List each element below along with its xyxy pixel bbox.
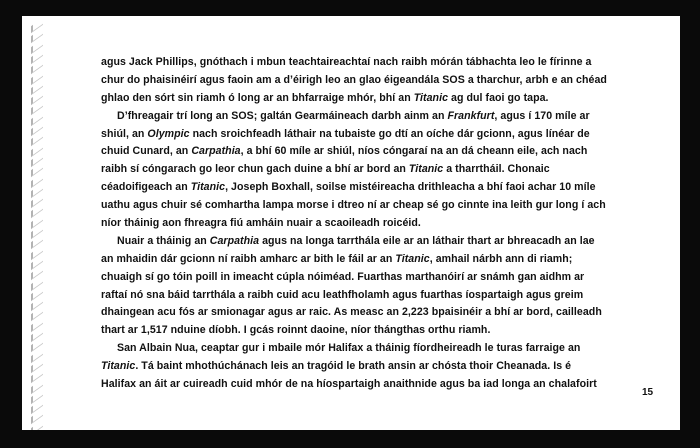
text-run: , agus í 170 míle ar	[494, 109, 590, 122]
text-line	[101, 233, 625, 251]
text-line	[101, 161, 625, 179]
text-line	[101, 197, 625, 215]
text-line	[101, 179, 625, 197]
page-number: 15	[642, 387, 654, 398]
italic-text: Titanic	[408, 163, 444, 176]
text-run: D’fhreagair trí long an SOS; galtán Gearmáineach darbh ainm an	[117, 109, 448, 122]
text-line	[101, 143, 625, 161]
body-text	[101, 54, 625, 394]
italic-text: Titanic	[101, 360, 136, 373]
text-run: chuaigh sí go tóin poill in imeacht cúpla nóiméad. Fuarthas marthanóirí ar snámh gan aidhm ar	[101, 270, 585, 283]
text-run: agus Jack Phillips, gnóthach i mbun teachtaireachtaí nach raibh mórán tábhachta leo le fírinne a	[101, 56, 592, 68]
book-page	[22, 16, 680, 430]
italic-text: Olympic	[147, 127, 190, 140]
text-run: raibh sí cóngarach go leor chun gach duine a bhí ar bord an	[101, 163, 409, 176]
text-line	[101, 72, 625, 90]
text-line	[101, 108, 625, 126]
binding-holes	[22, 16, 52, 430]
text-run: ghlao den sórt sin riamh ó long ar an bhfarraige mhór, bhí an	[101, 91, 414, 104]
text-line	[101, 322, 625, 340]
italic-text: Carpathia	[209, 234, 260, 247]
text-run: shiúl, an	[101, 127, 148, 140]
italic-text: Titanic	[395, 252, 430, 265]
italic-text: Frankfurt	[447, 109, 495, 122]
text-run: chuid Cunard, an	[101, 145, 192, 158]
text-line	[101, 251, 625, 269]
text-run: , amhail nárbh ann di riamh;	[429, 252, 573, 265]
text-line	[101, 269, 625, 287]
text-run: an mhaidin dár gcionn ní raibh amharc ar bith le fáil ar an	[101, 252, 396, 265]
text-line	[101, 358, 625, 376]
text-run: dhaingean acu fós ar smionagar agus ar raic. As measc an 2,223 bpaisinéir a bhí ar bord, cailleadh	[101, 306, 602, 319]
text-run: agus na longa tarrthála eile ar an láthair thart ar bhreacadh an lae	[259, 234, 595, 247]
text-run: ag dul faoi go tapa.	[448, 91, 549, 104]
text-run: céadoifigeach an	[101, 181, 191, 194]
text-run: , Joseph Boxhall, soilse mistéireacha drithleacha a bhí faoi achar 10 míle	[225, 181, 596, 194]
text-run: nach sroichfeadh láthair na tubaiste go dtí an oíche dár gcionn, agus línéar de	[189, 127, 590, 140]
italic-text: Carpathia	[191, 145, 241, 158]
text-run: Halifax an áit ar cuireadh cuid mhór de na híospartaigh anaithnide agus ba iad longa an chalafoirt	[101, 378, 597, 391]
text-line	[101, 54, 625, 72]
text-run: Nuair a tháinig an	[117, 234, 210, 247]
text-line	[101, 90, 625, 108]
text-run: thart ar 1,517 nduine díobh. I gcás roinnt daoine, níor thángthas orthu riamh.	[101, 324, 491, 337]
text-run: San Albain Nua, ceaptar gur i mbaile mór Halifax a tháinig fíordheireadh le turas farraige an	[117, 342, 581, 355]
text-run: a tharrtháil. Chonaic	[443, 163, 550, 176]
text-line	[101, 304, 625, 322]
text-run: . Tá baint mhothúchánach leis an tragóid le brath ansin ar chósta thoir Cheanada. Is é	[135, 360, 572, 373]
italic-text: Titanic	[190, 181, 226, 194]
text-run: níor tháinig aon fhreagra fiú amháin nuair a scaoileadh roicéid.	[101, 217, 421, 230]
text-run: uathu agus chuir sé comhartha lampa morse i dtreo ní ar cheap sé go cinnte ina leith gur long í ach	[101, 199, 606, 212]
text-run: chur do phaisinéirí agus faoin am a d’éirigh leo an glao éigeandála SOS a tharchur, arbh e an chéad	[101, 73, 607, 86]
text-line	[101, 340, 625, 358]
text-run: , a bhí 60 míle ar shiúl, níos cóngaraí na an dá cheann eile, ach nach	[240, 145, 588, 158]
text-line	[101, 126, 625, 144]
text-line	[101, 287, 625, 305]
italic-text: Titanic	[413, 91, 449, 104]
text-run: raftaí nó sna báid tarrthála a raibh cuid acu leathfholamh agus fuarthas íospartaigh agus greim	[101, 288, 584, 301]
text-line	[101, 215, 625, 233]
text-line	[101, 376, 625, 394]
